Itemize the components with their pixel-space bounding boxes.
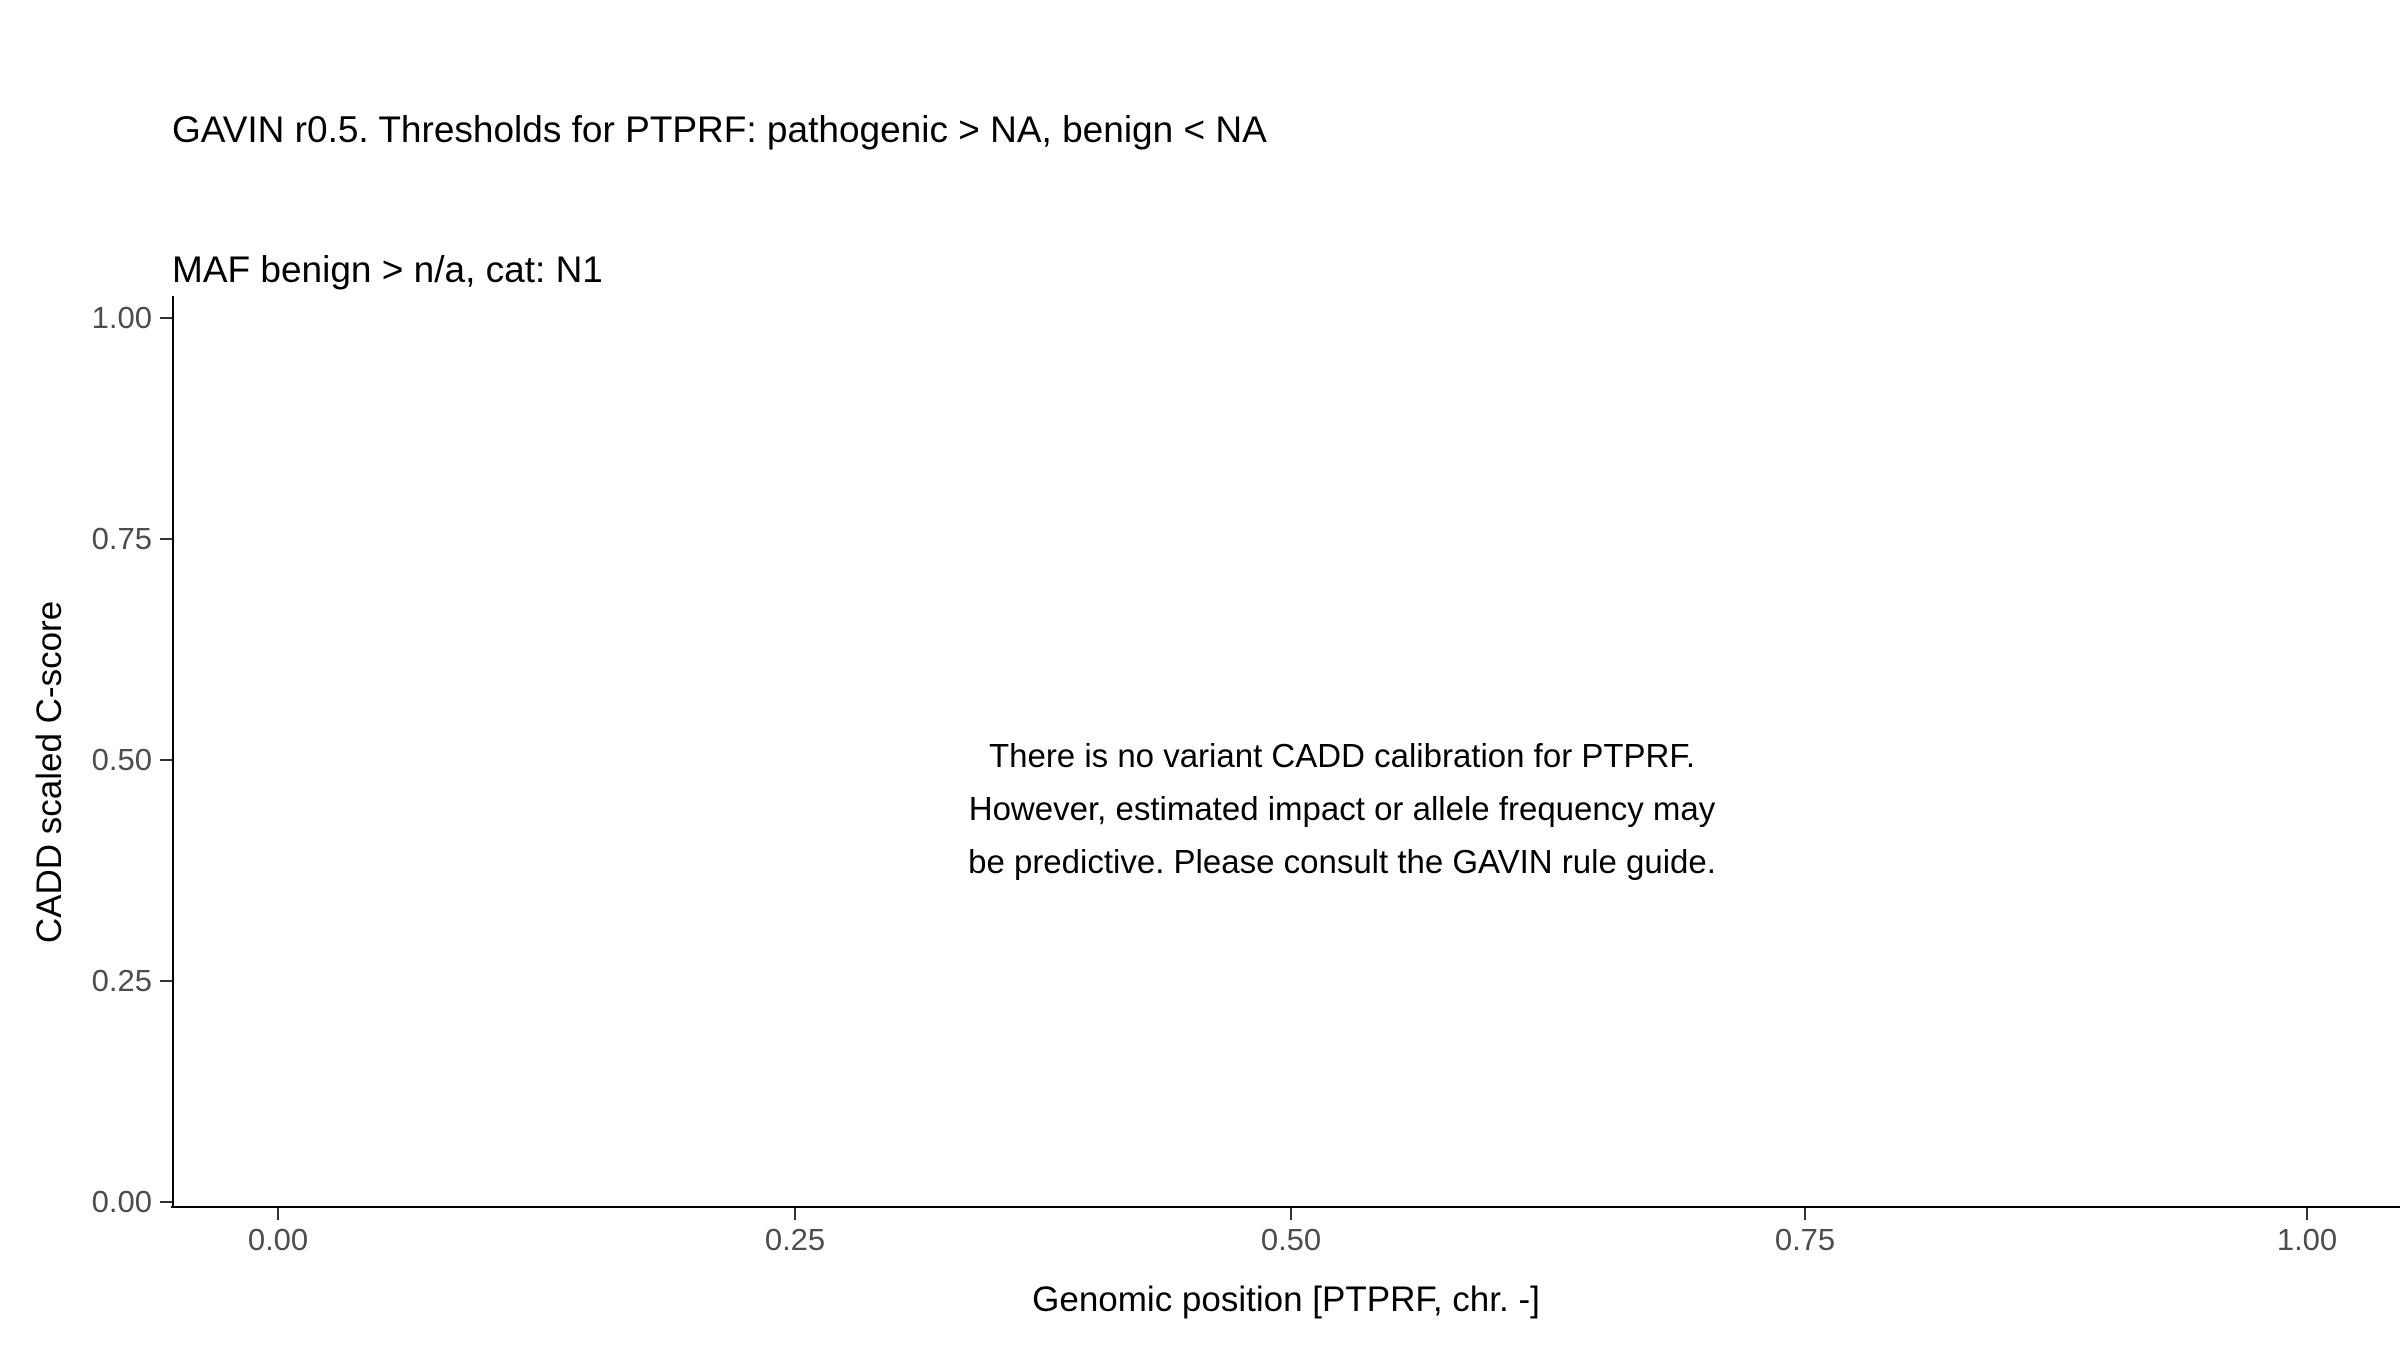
annotation-line-3: be predictive. Please consult the GAVIN rule guide. [968, 842, 1716, 880]
chart-title-line-1: GAVIN r0.5. Thresholds for PTPRF: pathogenic > NA, benign < NA [172, 109, 1267, 151]
y-tick-label-3: 0.75 [91, 521, 152, 556]
y-tick-label-2: 0.50 [91, 742, 152, 777]
plot-panel [172, 300, 2400, 1205]
annotation-line-1: There is no variant CADD calibration for PTPRF. [988, 737, 1696, 774]
x-axis-title: Genomic position [PTPRF, chr. -] [1032, 1280, 1540, 1319]
y-tick-mark-2 [160, 759, 172, 761]
x-axis-line [171, 1206, 2400, 1208]
y-tick-mark-1 [160, 980, 172, 982]
chart-title-line-2: MAF benign > n/a, cat: N1 [172, 249, 603, 291]
x-tick-label-2: 0.50 [1260, 1222, 1322, 1257]
x-tick-mark-1 [794, 1208, 796, 1220]
x-tick-label-4: 1.00 [2276, 1222, 2338, 1257]
x-tick-label-1: 0.25 [764, 1222, 826, 1257]
y-axis-line [172, 296, 174, 1208]
y-axis-ticks [0, 0, 152, 1350]
y-tick-mark-3 [160, 538, 172, 540]
x-tick-mark-3 [1804, 1208, 1806, 1220]
x-tick-mark-2 [1290, 1208, 1292, 1220]
y-tick-label-1: 0.25 [91, 963, 152, 998]
x-tick-mark-0 [277, 1208, 279, 1220]
empty-state-annotation [692, 730, 1992, 888]
y-axis-title: CADD scaled C-score [30, 600, 69, 944]
y-tick-mark-0 [160, 1201, 172, 1203]
x-tick-label-0: 0.00 [247, 1222, 309, 1257]
y-tick-label-4: 1.00 [91, 300, 152, 335]
x-tick-mark-4 [2306, 1208, 2308, 1220]
x-tick-label-3: 0.75 [1774, 1222, 1836, 1257]
annotation-line-2: However, estimated impact or allele frequency may [968, 789, 1716, 827]
y-tick-label-0: 0.00 [91, 1184, 152, 1219]
y-tick-mark-4 [160, 317, 172, 319]
